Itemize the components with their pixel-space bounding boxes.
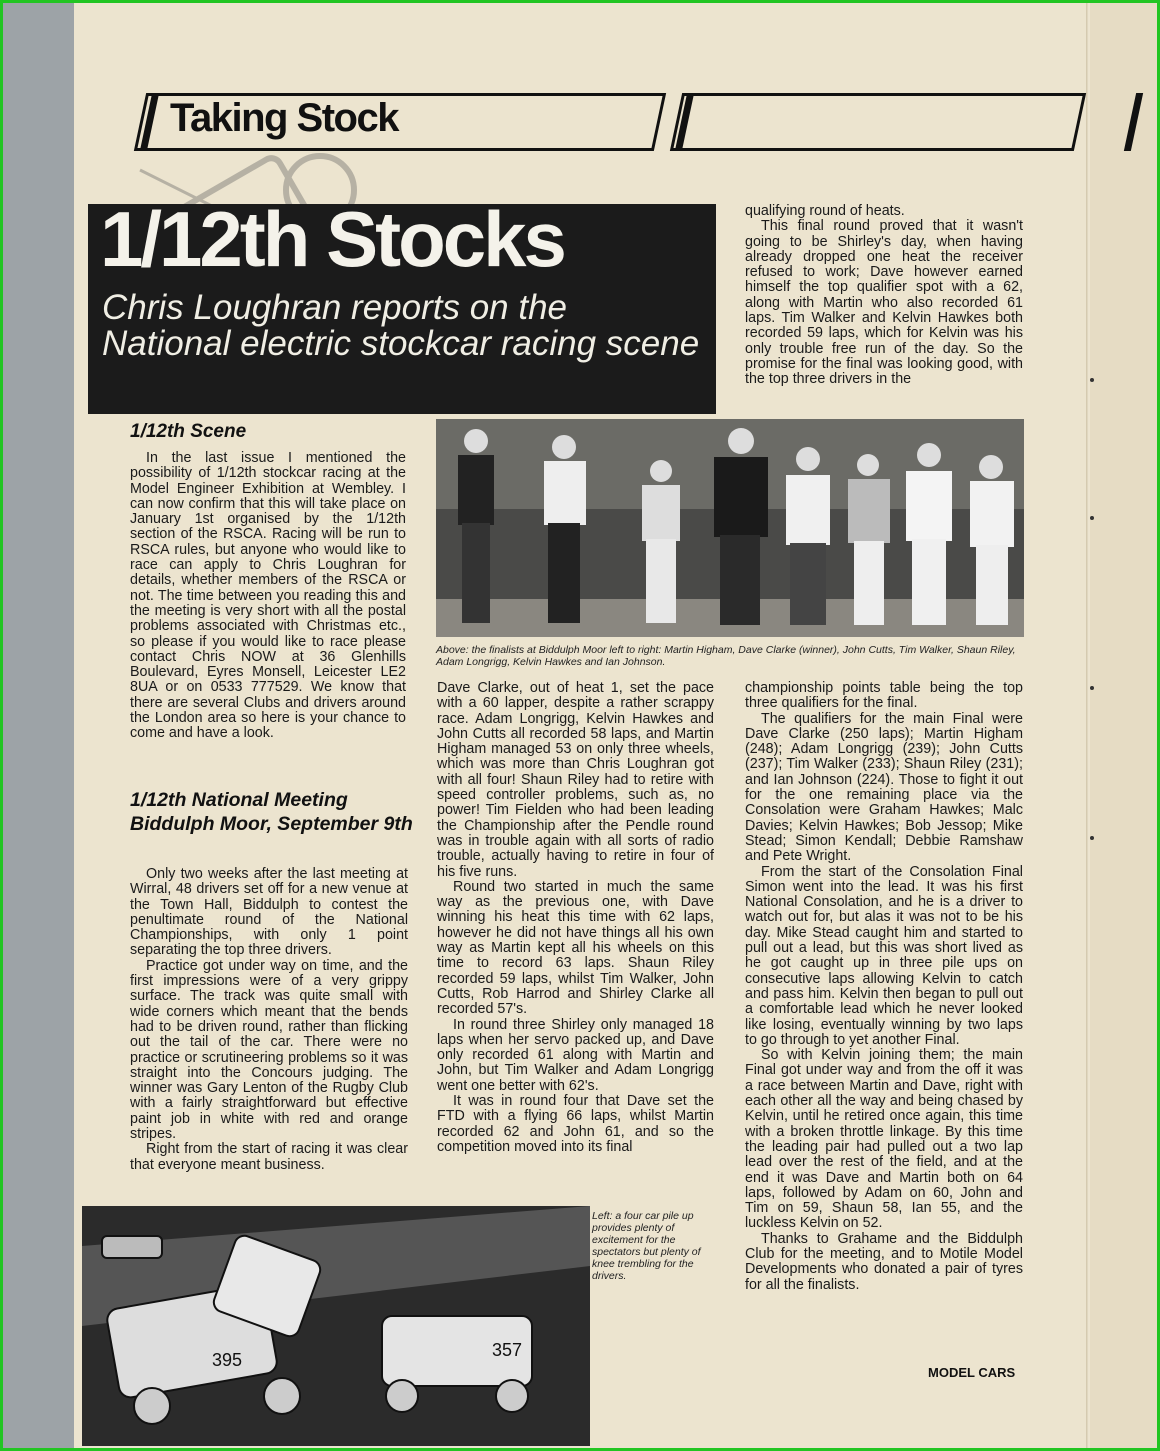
article-subtitle: Chris Loughran reports on the National electric stockcar racing scene <box>102 288 700 363</box>
paragraph: Thanks to Grahame and the Biddulph Club for the meeting, and to Motile Model Developments who donated a pair of tyres for all the finalists. <box>745 1230 1023 1293</box>
next-page-dot <box>1090 516 1094 520</box>
column-2 <box>437 681 714 1155</box>
paragraph: The qualifiers for the main Final were Dave Clarke (250 laps); Martin Higham (248); Adam Longrigg (239); John Cutts (237); Tim Walker (233); Shaun Riley (231); and Ian Johnson (224). Those to fight it out for the one remaining place via the Consolation were Graham Hawkes; Malc Davies; Kelvin Hawkes; Bob Jessop; Mike Stead; Simon Kendall; Debbie Ramshaw and Pete Wright. <box>745 710 1023 865</box>
finalists-photo <box>436 419 1024 637</box>
next-page-dot <box>1090 836 1094 840</box>
paragraph: qualifying round of heats. <box>745 203 905 219</box>
heading-scene: 1/12th Scene <box>130 421 247 442</box>
paragraph: From the start of the Consolation Final Simon went into the lead. It was his first National Consolation, and he is a driver to watch out for, but alas it was not to be his day. Mike Stead caught him and started to pull out a lead, but this was short lived as he got caught up in three pile ups on consecutive laps allowing Kelvin to catch and pass him. Kelvin then began to pull out a comfortable lead which he never looked like losing, eventually winning by two laps to go through to yet another Final. <box>745 863 1023 1048</box>
column-1-top <box>130 451 406 742</box>
paragraph: Right from the start of racing it was clear that everyone meant business. <box>130 1141 408 1173</box>
paragraph: championship points table being the top three qualifiers for the final. <box>745 680 1023 712</box>
paragraph: Practice got under way on time, and the first impressions were of a very grippy surface. The track was quite small with wide corners which meant that the bends had to be driven round, rather than flicking out the tail of the car. There were no practice or scrutineering problems so it was straight into the Concours judging. The winner was Gary Lenton of the Rugby Club with a fairly straightforward but effective paint job in white with red and orange stripes. <box>130 957 408 1143</box>
car-number-a: 395 <box>212 1350 243 1370</box>
paragraph: In round three Shirley only managed 18 laps when her servo packed up, and Dave only recorded 61 along with Martin and John, but Tim Walker and Adam Longrigg went one better with 62's. <box>437 1016 714 1094</box>
next-page-dot <box>1090 686 1094 690</box>
paragraph: Round two started in much the same way as the previous one, with Dave winning his heat this time with 62 laps, however he did not have things all his own way as Martin kept all his wheels on this time to record 63 laps. Shaun Riley recorded 59 laps, whilst Tim Walker, John Cutts, Rob Harrod and Shirley Clarke all recorded 57's. <box>437 878 714 1018</box>
column-1-bottom <box>130 867 408 1173</box>
next-page-dot <box>1090 378 1094 382</box>
paragraph: So with Kelvin joining them; the main Final got under way and from the off it was a race between Martin and Dave, right with each other all the way and being chased by Kelvin, until he retired once again, this time with a broken throttle linkage. By this time the leading pair had pulled out a two lap lead over the rest of the field, and at the end it was Dave and Martin both on 64 laps, followed by Adam on 60, John and Tim on 59, Shaun 58, Ian 55, and the luckless Kelvin on 52. <box>745 1047 1023 1232</box>
paragraph: In the last issue I mentioned the possibility of 1/12th stockcar racing at the Model Engineer Exhibition at Wembley. I can now confirm that this will take place on January 1st organised by the 1/12th section of the RSCA. Racing will be run to RSCA rules, but anyone who would like to race can apply to Chris Loughran for details, whether members of the RSCA or not. The time between you reading this and the meeting is very short with all the postal problems associated with Christmas etc., so please if you would like to race please contact Chris NOW at 36 Glenhills Boulevard, Eyres Monsell, Leicester LE2 8UA or on 0533 777529. We know that there are several Clubs and drivers around the London area so here is your chance to come and have a look. <box>130 450 406 742</box>
section-tab-blank <box>670 93 1086 151</box>
section-title: Taking Stock <box>170 96 398 140</box>
top-photo-caption: Above: the finalists at Biddulph Moor left to right: Martin Higham, Dave Clarke (winner), John Cutts, Tim Walker, Shaun Riley, Adam Longrigg, Kelvin Hawkes and Ian Johnson. <box>436 644 1016 668</box>
heading-national-meeting: 1/12th National Meeting Biddulph Moor, September 9th <box>130 789 413 835</box>
paragraph: It was in round four that Dave set the FTD with a flying 66 laps, whilst Martin recorded 62 and John 61, and so the competition moved into its final <box>437 1093 714 1155</box>
pileup-photo <box>82 1206 590 1446</box>
paragraph: Dave Clarke, out of heat 1, set the pace with a 60 lapper, despite a rather scrappy race. Adam Longrigg, Kelvin Hawkes and John Cutts all recorded 58 laps, and Martin Higham managed 53 on only three wheels, which was more than Chris Loughran got with all four! Shaun Riley had to retire with speed controller problems, such as, no power! Tim Fielden who had been leading the Championship after the Pendle round was in trouble again with all sorts of radio trouble, actually having to retire in four of his five runs. <box>437 680 714 880</box>
binding-strip <box>0 0 74 1451</box>
car-number-b: 357 <box>492 1340 523 1360</box>
next-page-edge <box>1090 0 1160 1451</box>
column-3-bottom <box>745 681 1023 1293</box>
column-3-top <box>745 204 1023 388</box>
paragraph: Only two weeks after the last meeting at Wirral, 48 drivers set off for a new venue at the Town Hall, Biddulph to contest the penultimate round of the National Championships, with only 1 point separating the top three drivers. <box>130 866 408 959</box>
magazine-footer: MODEL CARS <box>928 1365 1016 1380</box>
bottom-photo-caption: Left: a four car pile up provides plenty of excitement for the spectators but plenty of knee trembling for the drivers. <box>592 1210 701 1282</box>
paragraph: This final round proved that it wasn't going to be Shirley's day, when having already dropped one heat the receiver refused to work; Dave however earned himself the top qualifier spot with a 62, along with Martin who also recorded 61 laps. Tim Walker and Kelvin Hawkes both recorded 59 laps, which for Kelvin was his only trouble free run of the day. So the promise for the final was looking good, with the top three drivers in the <box>745 218 1023 388</box>
article-title: 1/12th Stocks <box>100 195 564 283</box>
